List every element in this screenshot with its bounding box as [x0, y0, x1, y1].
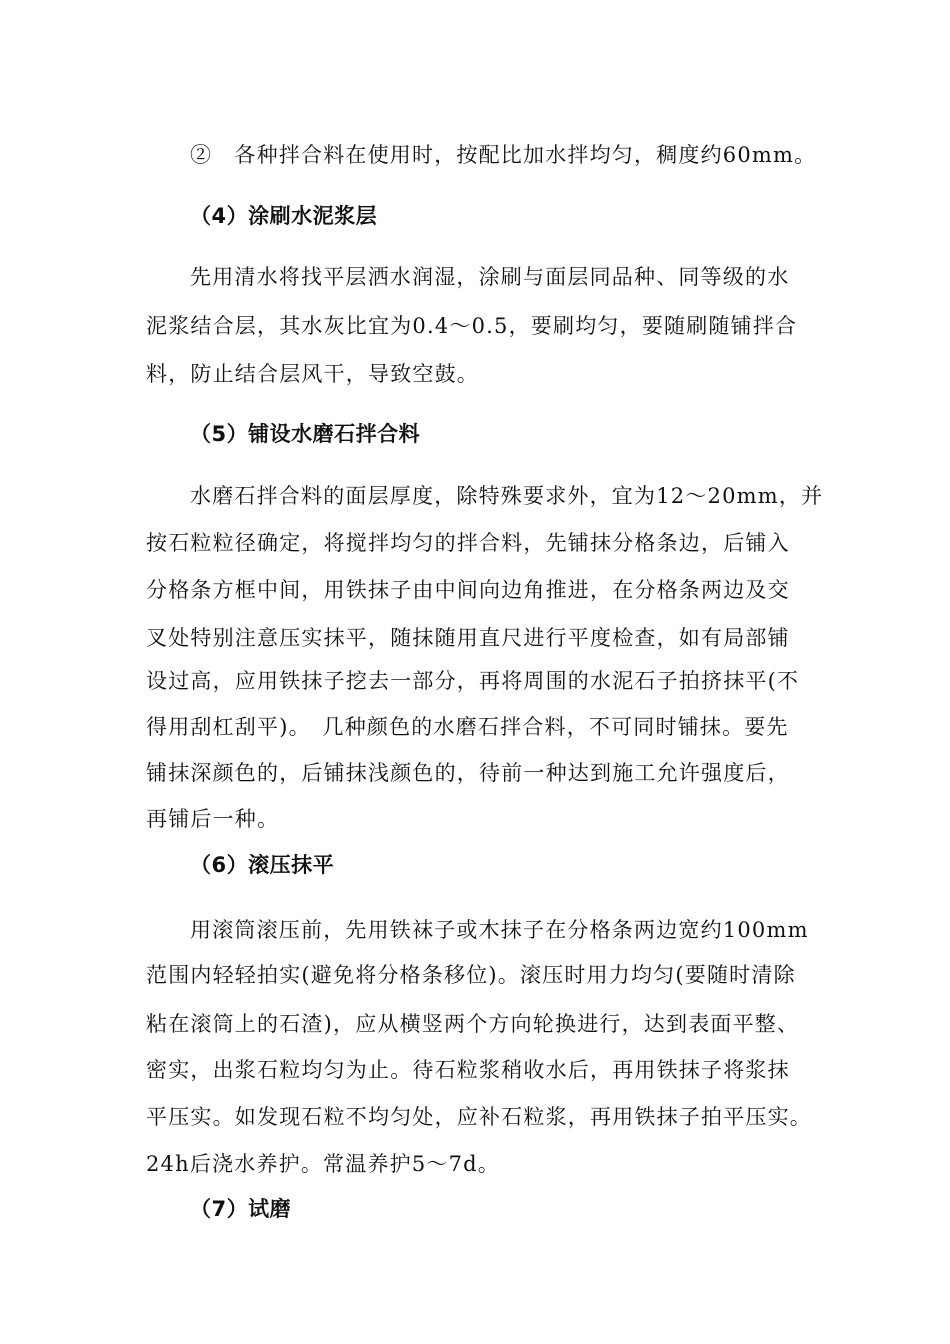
paragraph-line: 泥浆结合层，其水灰比宜为0.4～0.5，要刷均匀，要随刷随铺拌合 — [146, 314, 798, 338]
paragraph-line: 设过高，应用铁抹子挖去一部分，再将周围的水泥石子拍挤抹平(不 — [146, 669, 800, 693]
paragraph-line: 先用清水将找平层洒水润湿，涂刷与面层同品种、同等级的水 — [190, 265, 790, 289]
paragraph-line: 24h后浇水养护。常温养护5～7d。 — [146, 1152, 501, 1176]
paragraph-line: 范围内轻轻拍实(避免将分格条移位)。滚压时用力均匀(要随时清除 — [146, 963, 796, 987]
section-heading-5: （5）铺设水磨石拌合料 — [190, 422, 421, 446]
section-heading-7: （7）试磨 — [190, 1197, 292, 1221]
paragraph-line: 叉处特别注意压实抹平，随抹随用直尺进行平度检查，如有局部铺 — [146, 626, 790, 650]
paragraph-line: 再铺后一种。 — [146, 807, 280, 831]
paragraph-line: 铺抹深颜色的，后铺抹浅颜色的，待前一种达到施工允许强度后， — [146, 761, 790, 785]
paragraph-line: 得用刮杠刮平)。 几种颜色的水磨石拌合料，不可同时铺抹。要先 — [146, 715, 789, 739]
paragraph-line: 粘在滚筒上的石渣)，应从横竖两个方向轮换进行，达到表面平整、 — [146, 1012, 800, 1036]
paragraph-line: 用滚筒滚压前，先用铁袜子或木抹子在分格条两边宽约100mm — [190, 918, 809, 942]
section-heading-6: （6）滚压抹平 — [190, 853, 335, 877]
paragraph-line: 平压实。如发现石粒不均匀处，应补石粒浆，再用铁抹子拍平压实。 — [146, 1105, 812, 1129]
list-item-2: ② 各种拌合料在使用时，按配比加水拌均匀，稠度约60mm。 — [190, 143, 817, 167]
paragraph-line: 密实，出浆石粒均匀为止。待石粒浆稍收水后，再用铁抹子将浆抹 — [146, 1058, 790, 1082]
paragraph-line: 分格条方框中间，用铁抹子由中间向边角推进，在分格条两边及交 — [146, 578, 790, 602]
paragraph-line: 水磨石拌合料的面层厚度，除特殊要求外，宜为12～20mm，并 — [190, 484, 824, 508]
section-heading-4: （4）涂刷水泥浆层 — [190, 204, 378, 228]
paragraph-line: 按石粒粒径确定，将搅拌均匀的拌合料，先铺抹分格条边，后铺入 — [146, 531, 790, 555]
paragraph-line: 料，防止结合层风干，导致空鼓。 — [146, 362, 479, 386]
